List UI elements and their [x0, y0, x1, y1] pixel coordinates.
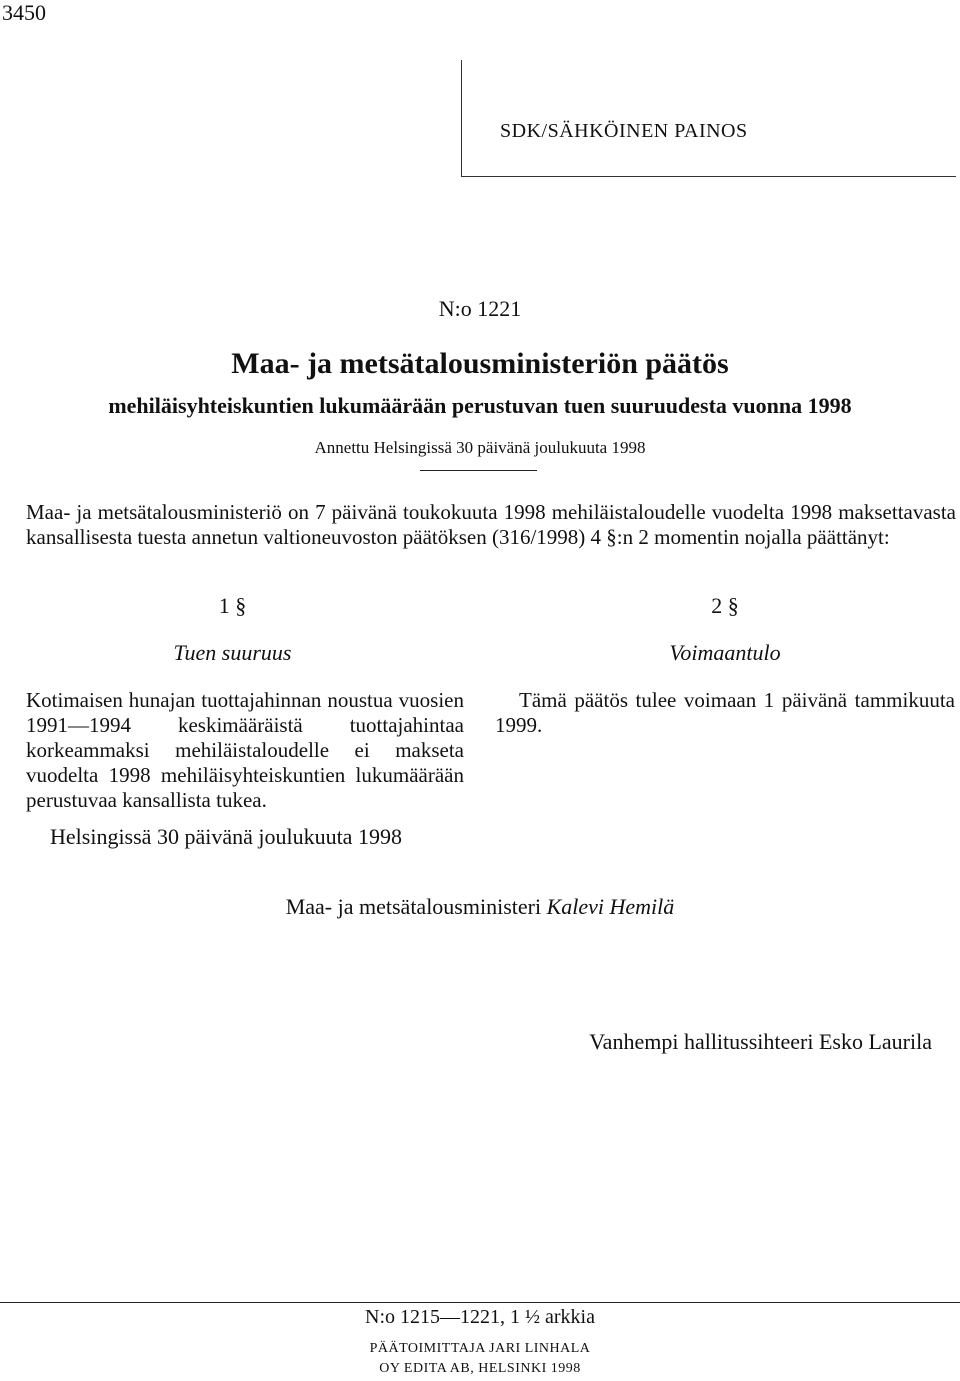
footer-divider [0, 1302, 960, 1303]
title-divider [420, 470, 537, 471]
edition-box [461, 60, 956, 177]
given-date-line: Annettu Helsingissä 30 päivänä joulukuuta 1998 [314, 438, 646, 457]
section-2-title: Voimaantulo [669, 640, 781, 665]
page-number: 3450 [2, 0, 46, 25]
signature-place-date: Helsingissä 30 päivänä joulukuuta 1998 [50, 824, 402, 849]
footer-issue-numbers: N:o 1215—1221, 1 ½ arkkia [365, 1306, 595, 1328]
footer-printer: OY EDITA AB, HELSINKI 1998 [379, 1361, 581, 1376]
minister-signature [0, 894, 960, 920]
document-subtitle: mehiläisyhteiskuntien lukumäärään perustuvan tuen suuruudesta vuonna 1998 [108, 393, 852, 418]
section-1-number: 1 § [218, 593, 247, 618]
minister-title: Maa- ja metsätalousministeri [285, 894, 542, 919]
edition-label: SDK/SÄHKÖINEN PAINOS [500, 120, 748, 142]
preamble-paragraph: Maa- ja metsätalousministeriö on 7 päivänä toukokuuta 1998 mehiläistaloudelle vuodelta 1998 maksettavasta kansallisesta tuesta annetun valtioneuvoston päätöksen (316/1998) 4 §:n 2 momentin nojalla päättänyt: [26, 500, 956, 549]
section-2-number: 2 § [711, 593, 739, 618]
section-2-body: Tämä päätös tulee voimaan 1 päivänä tammikuuta 1999. [495, 688, 955, 737]
document-title: Maa- ja metsätalousministeriön päätös [231, 347, 729, 380]
minister-name: Kalevi Hemilä [546, 894, 675, 919]
section-1-body: Kotimaisen hunajan tuottajahinnan noustua vuosien 1991—1994 keskimääräistä tuottajahintaa korkeammaksi mehiläistaloudelle ei makseta vuodelta 1998 mehiläisyhteiskuntien lukumäärään perustuvaa kansallista tukea. [26, 688, 464, 812]
official-signature: Vanhempi hallitussihteeri Esko Laurila [589, 1029, 932, 1054]
document-number: N:o 1221 [438, 296, 522, 321]
footer-editor: PÄÄTOIMITTAJA JARI LINHALA [369, 1341, 591, 1356]
section-1-title: Tuen suuruus [173, 640, 292, 665]
